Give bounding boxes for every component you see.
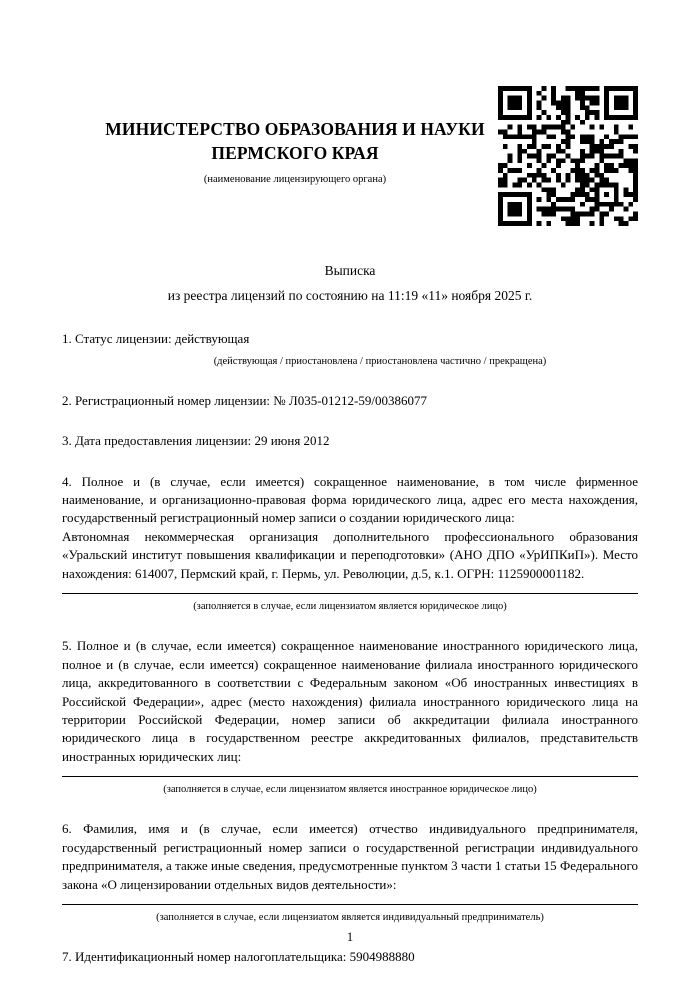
item-5-rule [62, 776, 638, 777]
item-5-label: 5. Полное и (в случае, если имеется) сокращенное наименование иностранного юридического лица, полное и (в случае, если имеется) сокращенное наименование филиала иностранного юридического лица, аккредитованного в соответствии с Федеральным законом «Об иностранных инвестициях в Российской Федерации», адрес (место нахождения) филиала иностранного юридического лица на территории Российской Федерации, номер записи об аккредитации филиала иностранного юридического лица в государственном реестре аккредитованных филиалов, представительств иностранных юридических лиц: [62, 638, 638, 764]
item-1-hint: (действующая / приостановлена / приостановлена частично / прекращена) [213, 355, 547, 367]
doc-subtitle: из реестра лицензий по состоянию на 11:19 «11» ноября 2025 г. [167, 288, 533, 304]
item-3 [62, 432, 638, 450]
item-7-label: 7. Идентификационный номер налогоплательщика: 5904988880 [62, 948, 415, 964]
doc-title: Выписка [324, 263, 376, 279]
item-4-value: Автономная некоммерческая организация дополнительного профессионального образования «Уральский институт повышения квалификации и переподготовки» (АНО ДПО «УрИПКиП»). Место нахождения: 614007, Пермский край, г. Пермь, ул. Революции, д.5, к.1. ОГРН: 1125900001182. [62, 528, 638, 581]
item-7 [62, 948, 638, 966]
item-4 [62, 473, 638, 616]
item-5 [62, 637, 638, 798]
item-1 [62, 330, 638, 369]
item-6 [62, 820, 638, 926]
item-4-rule [62, 593, 638, 594]
org-title-line-2: ПЕРМСКОГО КРАЯ [211, 142, 379, 163]
item-5-hint: (заполняется в случае, если лицензиатом является иностранное юридическое лицо) [163, 784, 537, 796]
org-title-line-1: МИНИСТЕРСТВО ОБРАЗОВАНИЯ И НАУКИ [105, 119, 485, 139]
item-2 [62, 392, 638, 410]
item-6-hint: (заполняется в случае, если лицензиатом является индивидуальный предприниматель) [156, 912, 544, 924]
org-subtitle: (наименование лицензирующего органа) [203, 174, 387, 186]
item-3-label: 3. Дата предоставления лицензии: 29 июня 2012 [62, 433, 330, 449]
item-1-label: 1. Статус лицензии: действующая [62, 331, 250, 347]
item-4-label: 4. Полное и (в случае, если имеется) сокращенное наименование, в том числе фирменное наименование, и организационно-правовая форма юридического лица, адрес его места нахождения, государственный регистрационный номер записи о создании юридического лица: [62, 473, 638, 526]
item-6-rule [62, 904, 638, 905]
qr-code [498, 86, 638, 226]
page-number: 1 [346, 930, 354, 944]
qr-code-canvas [498, 86, 638, 226]
item-4-hint: (заполняется в случае, если лицензиатом является юридическое лицо) [193, 601, 507, 613]
item-6-label: 6. Фамилия, имя и (в случае, если имеется) отчество индивидуального предпринимателя, государственный регистрационный номер записи о государственной регистрации индивидуального предпринимателя, а также иные сведения, предусмотренные пунктом 3 части 1 статьи 15 Федерального закона «О лицензировании отдельных видов деятельности»: [62, 821, 638, 892]
item-2-label: 2. Регистрационный номер лицензии: № Л035-01212-59/00386077 [62, 392, 428, 408]
